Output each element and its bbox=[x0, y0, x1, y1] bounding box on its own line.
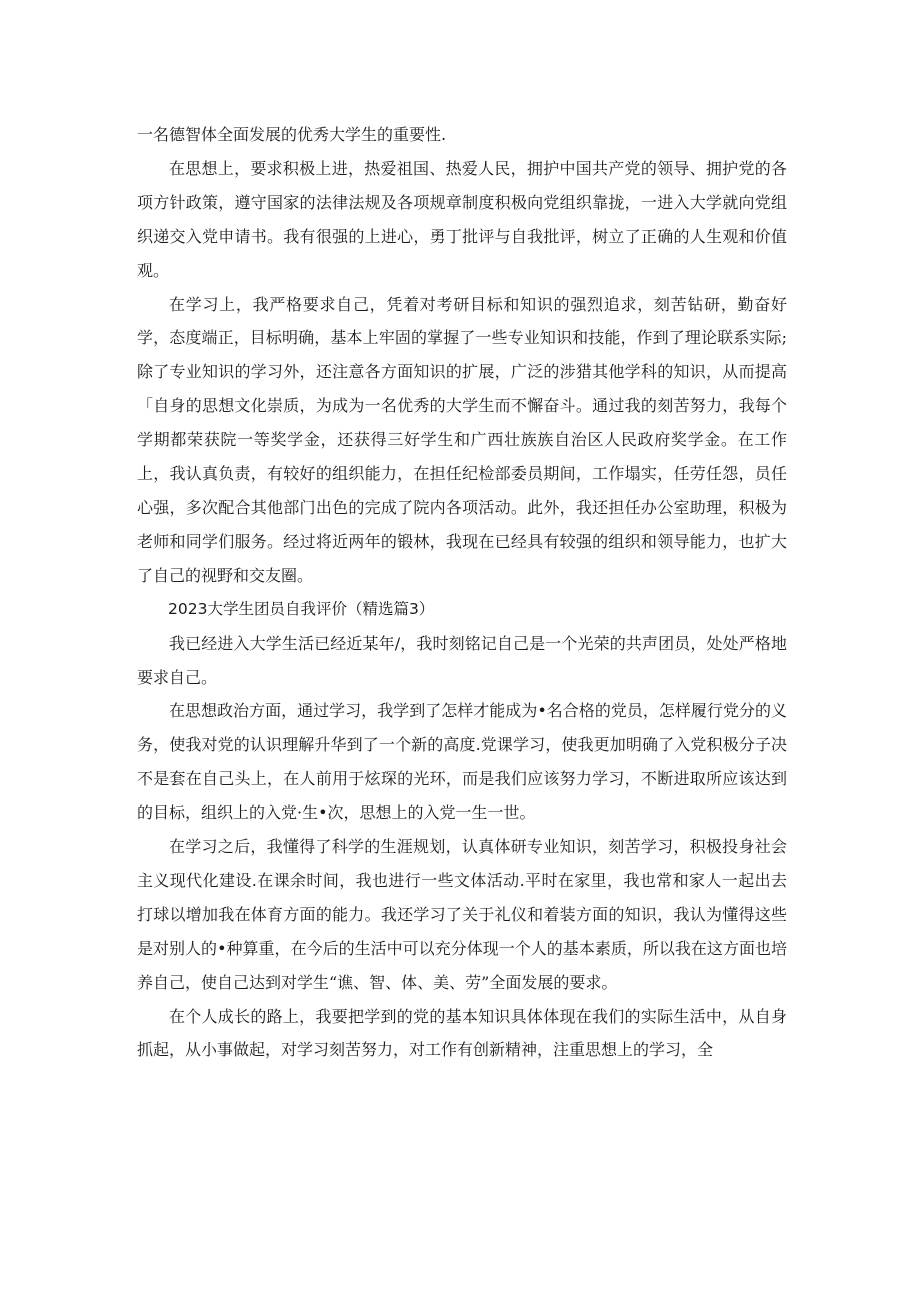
section-heading: 2023大学生团员自我评价（精选篇3） bbox=[168, 599, 435, 618]
paragraph-university-life: 我已经进入大学生活已经近某年/，我时刻铭记自己是一个光荣的共声团员，处处严格地要求自己。 bbox=[137, 633, 787, 687]
paragraph-ideology: 在思想上，要求积极上进，热爱祖国、热爱人民，拥护中国共产党的领导、拥护党的各项方针政策，遵守国家的法律法规及各项规章制度积极向党组织靠拢，一进入大学就向党组织递交入党申请书。我有很强的上进心，勇丁批评与自我批评，树立了正确的人生观和价值观。 bbox=[137, 158, 787, 280]
paragraph-personal-growth: 在个人成长的路上，我要把学到的党的基本知识具体体现在我们的实际生活中，从自身抓起，从小事做起，对学习刻苦努力，对工作有创新精神，注重思想上的学习，全 bbox=[137, 1006, 787, 1060]
paragraph-study-work: 在学习上，我严格要求自己，凭着对考研目标和知识的强烈追求，刻苦钻研，勤奋好学，态度端正，目标明确，基本上牢固的掌握了一些专业知识和技能，作到了理论联系实际;除了专业知识的学习外，还注意各方面知识的扩展，广泛的涉猎其他学科的知识，从而提高「自身的思想文化崇质，为成为一名优秀的大学生而不懈奋斗。通过我的刻苦努力，我每个学期都荣获院一等奖学金，还获得三好学生和广西壮族族自治区人民政府奖学金。在工作上，我认真负责，有较好的组织能力，在担任纪检部委员期间，工作塌实，任劳任怨，员任心强，多次配合其他部门出色的完成了院内各项活动。此外，我还担任办公室助理，积极为老师和同学们服务。经过将近两年的锻林，我现在已经具有较强的组织和领导能力，也扩大了自己的视野和交友圈。 bbox=[137, 294, 787, 585]
document-body bbox=[137, 118, 787, 1067]
paragraph-political-thought: 在思想政治方面，通过学习，我学到了怎样才能成为•名合格的党员，怎样履行党分的义务，使我对党的认识理解升华到了一个新的高度.党课学习，使我更加明确了入党积极分子决不是套在自己头上，在人前用于炫琛的光环，而是我们应该努力学习，不断进取所应该达到的目标，组织上的入党·生•次，思想上的入党一生一世。 bbox=[137, 701, 787, 823]
paragraph-intro-fragment: 一名德智体全面发展的优秀大学生的重要性. bbox=[137, 125, 447, 144]
paragraph-after-study: 在学习之后，我懂得了科学的生涯规划，认真体研专业知识，刻苦学习，积极投身社会主义现代化建设.在课余时间，我也进行一些文体活动.平时在家里，我也常和家人一起出去打球以增加我在体育方面的能力。我还学习了关于礼仪和着装方面的知识，我认为懂得这些是对别人的•种算重，在今后的生活中可以充分体现一个人的基本素质，所以我在这方面也培养自己，使自己达到对学生“谯、智、体、美、劳”全面发展的要求。 bbox=[137, 837, 787, 992]
